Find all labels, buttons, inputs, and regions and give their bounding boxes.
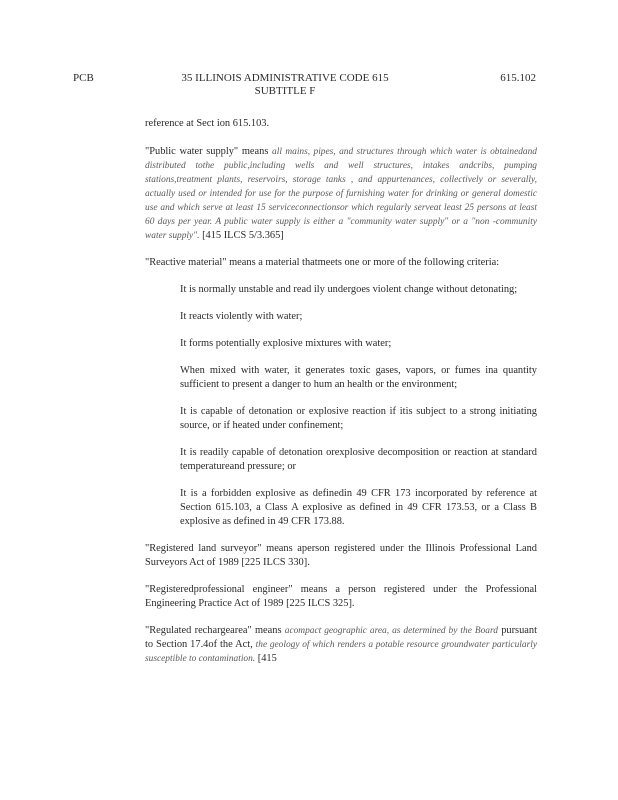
definition-registered-professional-engineer: "Registeredprofessional engineer" means a person registered under the Professional Engineering Practice Act of 1989 [225 ILCS 325]. — [145, 584, 537, 609]
criteria-item: When mixed with water, it generates toxic gases, vapors, or fumes ina quantity sufficient to present a danger to hum an health or the environment; — [180, 365, 537, 390]
recharge-text-3: the geology of which renders a potable resource groundwater particularly susceptible to contamination. — [145, 640, 537, 664]
criteria-item: It is normally unstable and read ily undergoes violent change without detonating; — [180, 284, 518, 295]
definition-reactive-material: "Reactive material" means a material thatmeets one or more of the following criteria: — [145, 257, 500, 268]
header-title — [150, 72, 420, 98]
header-title-line2: SUBTITLE F — [254, 85, 316, 97]
recharge-text-2: pursuant to Section 17.4of the Act, — [145, 625, 537, 650]
criteria-item: It forms potentially explosive mixtures with water; — [180, 338, 392, 349]
recharge-citation: [415 — [257, 653, 277, 664]
header-section-number: 615.102 — [500, 72, 536, 84]
definition-public-water-supply — [145, 145, 537, 243]
document-body — [145, 117, 537, 679]
header-title-line1: 35 ILLINOIS ADMINISTRATIVE CODE 615 — [181, 72, 389, 84]
definition-registered-land-surveyor: "Registered land surveyor" means aperson registered under the Illinois Professional Land Surveyors Act of 1989 [225 ILCS 330]. — [145, 543, 537, 568]
criteria-item: It reacts violently with water; — [180, 311, 303, 322]
reactive-criteria-list — [145, 283, 537, 529]
criteria-item: It is readily capable of detonation orexplosive decomposition or reaction at standard temperatureand pressure; or — [180, 447, 537, 472]
header-agency: PCB — [73, 72, 94, 84]
public-water-citation: [415 ILCS 5/3.365] — [202, 230, 284, 241]
definition-regulated-recharge-area — [145, 624, 537, 666]
intro-reference: reference at Sect ion 615.103. — [145, 118, 270, 129]
public-water-term: "Public water supply" means — [145, 146, 269, 157]
public-water-text: all mains, pipes, and structures through which water is obtainedand distributed tothe public,including wells and well structures, intakes andcribs, pumping stations,treatment plants, reservoirs, storage tanks , and appurtenances, collectively or severally, actually used or intended for use for the purpose of furnishing water for drinking or general domestic use and which serve at least 15 serviceconnectionsor which regularly serveat least 25 persons at least 60 days per year. A public water supply is either a "community water supply" or a "non -community water supply". — [145, 147, 537, 241]
recharge-text-1: acompact geographic area, as determined by the Board — [284, 626, 498, 636]
criteria-item: It is capable of detonation or explosive reaction if itis subject to a strong initiating source, or if heated under confinement; — [180, 406, 537, 431]
criteria-item: It is a forbidden explosive as definedin 49 CFR 173 incorporated by reference at Section 615.103, a Class A explosive as defined in 49 CFR 173.53, or a Class B explosive as defined in 49 CFR 173.88. — [180, 488, 537, 527]
recharge-term: "Regulated rechargearea" means — [145, 625, 282, 636]
